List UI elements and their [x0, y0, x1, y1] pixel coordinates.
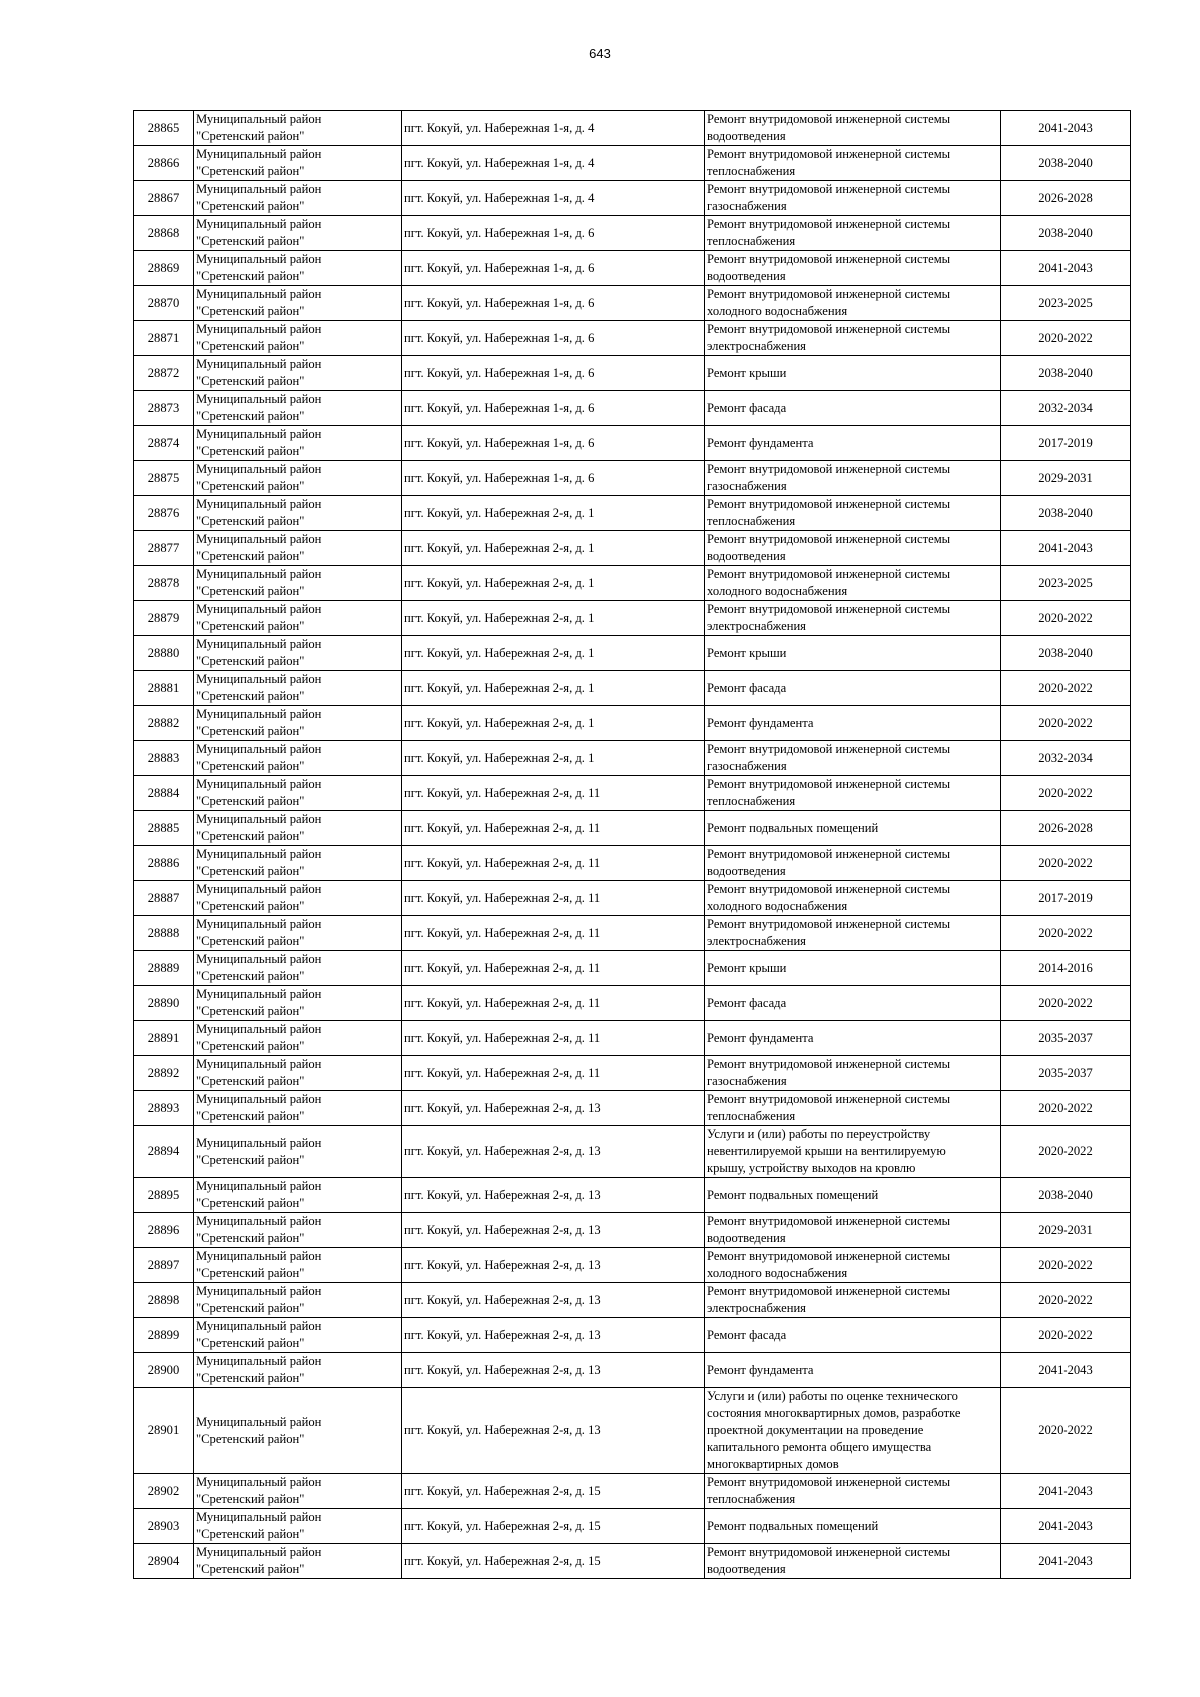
address-cell: пгт. Кокуй, ул. Набережная 2-я, д. 13: [402, 1126, 705, 1178]
work-type-cell: Ремонт внутридомовой инженерной системы электроснабжения: [705, 1283, 1001, 1318]
address-cell: пгт. Кокуй, ул. Набережная 2-я, д. 1: [402, 671, 705, 706]
municipality-cell: Муниципальный район "Сретенский район": [194, 566, 402, 601]
municipality-cell: Муниципальный район "Сретенский район": [194, 216, 402, 251]
municipality-cell: Муниципальный район "Сретенский район": [194, 741, 402, 776]
address-cell: пгт. Кокуй, ул. Набережная 2-я, д. 11: [402, 951, 705, 986]
period-cell: 2038-2040: [1001, 1178, 1131, 1213]
municipality-cell: Муниципальный район "Сретенский район": [194, 391, 402, 426]
work-type-cell: Ремонт внутридомовой инженерной системы холодного водоснабжения: [705, 881, 1001, 916]
row-number: 28890: [134, 986, 194, 1021]
address-cell: пгт. Кокуй, ул. Набережная 1-я, д. 6: [402, 391, 705, 426]
period-cell: 2041-2043: [1001, 531, 1131, 566]
work-type-cell: Ремонт подвальных помещений: [705, 1178, 1001, 1213]
period-cell: 2032-2034: [1001, 741, 1131, 776]
period-cell: 2020-2022: [1001, 671, 1131, 706]
municipality-cell: Муниципальный район "Сретенский район": [194, 951, 402, 986]
period-cell: 2020-2022: [1001, 846, 1131, 881]
municipality-cell: Муниципальный район "Сретенский район": [194, 426, 402, 461]
municipality-cell: Муниципальный район "Сретенский район": [194, 916, 402, 951]
address-cell: пгт. Кокуй, ул. Набережная 2-я, д. 13: [402, 1091, 705, 1126]
address-cell: пгт. Кокуй, ул. Набережная 1-я, д. 6: [402, 251, 705, 286]
row-number: 28871: [134, 321, 194, 356]
period-cell: 2020-2022: [1001, 706, 1131, 741]
table-row: [134, 1474, 1131, 1509]
municipality-cell: Муниципальный район "Сретенский район": [194, 286, 402, 321]
row-number: 28901: [134, 1388, 194, 1474]
table-row: [134, 706, 1131, 741]
address-cell: пгт. Кокуй, ул. Набережная 2-я, д. 11: [402, 776, 705, 811]
row-number: 28891: [134, 1021, 194, 1056]
table-row: [134, 1353, 1131, 1388]
row-number: 28904: [134, 1544, 194, 1579]
period-cell: 2035-2037: [1001, 1056, 1131, 1091]
row-number: 28875: [134, 461, 194, 496]
municipality-cell: Муниципальный район "Сретенский район": [194, 1091, 402, 1126]
address-cell: пгт. Кокуй, ул. Набережная 2-я, д. 1: [402, 601, 705, 636]
row-number: 28898: [134, 1283, 194, 1318]
row-number: 28867: [134, 181, 194, 216]
municipality-cell: Муниципальный район "Сретенский район": [194, 1509, 402, 1544]
municipality-cell: Муниципальный район "Сретенский район": [194, 1056, 402, 1091]
work-type-cell: Ремонт внутридомовой инженерной системы электроснабжения: [705, 601, 1001, 636]
work-type-cell: Ремонт фундамента: [705, 1021, 1001, 1056]
row-number: 28888: [134, 916, 194, 951]
period-cell: 2041-2043: [1001, 1353, 1131, 1388]
address-cell: пгт. Кокуй, ул. Набережная 1-я, д. 4: [402, 146, 705, 181]
period-cell: 2029-2031: [1001, 1213, 1131, 1248]
address-cell: пгт. Кокуй, ул. Набережная 2-я, д. 11: [402, 881, 705, 916]
address-cell: пгт. Кокуй, ул. Набережная 2-я, д. 11: [402, 1056, 705, 1091]
address-cell: пгт. Кокуй, ул. Набережная 1-я, д. 6: [402, 216, 705, 251]
row-number: 28893: [134, 1091, 194, 1126]
table-row: [134, 1318, 1131, 1353]
address-cell: пгт. Кокуй, ул. Набережная 1-я, д. 4: [402, 111, 705, 146]
period-cell: 2020-2022: [1001, 1388, 1131, 1474]
row-number: 28881: [134, 671, 194, 706]
table-row: [134, 881, 1131, 916]
period-cell: 2041-2043: [1001, 1509, 1131, 1544]
work-type-cell: Ремонт внутридомовой инженерной системы электроснабжения: [705, 321, 1001, 356]
address-cell: пгт. Кокуй, ул. Набережная 2-я, д. 11: [402, 1021, 705, 1056]
work-type-cell: Ремонт внутридомовой инженерной системы теплоснабжения: [705, 776, 1001, 811]
table-row: [134, 1248, 1131, 1283]
period-cell: 2020-2022: [1001, 601, 1131, 636]
address-cell: пгт. Кокуй, ул. Набережная 2-я, д. 15: [402, 1509, 705, 1544]
municipality-cell: Муниципальный район "Сретенский район": [194, 496, 402, 531]
work-type-cell: Ремонт внутридомовой инженерной системы водоотведения: [705, 846, 1001, 881]
municipality-cell: Муниципальный район "Сретенский район": [194, 881, 402, 916]
period-cell: 2038-2040: [1001, 496, 1131, 531]
table-row: [134, 496, 1131, 531]
municipality-cell: Муниципальный район "Сретенский район": [194, 1388, 402, 1474]
municipality-cell: Муниципальный район "Сретенский район": [194, 531, 402, 566]
municipality-cell: Муниципальный район "Сретенский район": [194, 601, 402, 636]
municipality-cell: Муниципальный район "Сретенский район": [194, 811, 402, 846]
work-type-cell: Ремонт внутридомовой инженерной системы теплоснабжения: [705, 216, 1001, 251]
address-cell: пгт. Кокуй, ул. Набережная 2-я, д. 13: [402, 1388, 705, 1474]
row-number: 28892: [134, 1056, 194, 1091]
municipality-cell: Муниципальный район "Сретенский район": [194, 1021, 402, 1056]
municipality-cell: Муниципальный район "Сретенский район": [194, 671, 402, 706]
address-cell: пгт. Кокуй, ул. Набережная 2-я, д. 13: [402, 1318, 705, 1353]
work-type-cell: Ремонт фасада: [705, 671, 1001, 706]
work-type-cell: Ремонт фундамента: [705, 706, 1001, 741]
table-row: [134, 1283, 1131, 1318]
table-row: [134, 321, 1131, 356]
table-row: [134, 461, 1131, 496]
address-cell: пгт. Кокуй, ул. Набережная 1-я, д. 6: [402, 286, 705, 321]
table-row: [134, 146, 1131, 181]
municipality-cell: Муниципальный район "Сретенский район": [194, 776, 402, 811]
address-cell: пгт. Кокуй, ул. Набережная 2-я, д. 11: [402, 846, 705, 881]
period-cell: 2041-2043: [1001, 111, 1131, 146]
row-number: 28874: [134, 426, 194, 461]
work-type-cell: Ремонт внутридомовой инженерной системы теплоснабжения: [705, 146, 1001, 181]
table-row: [134, 1213, 1131, 1248]
period-cell: 2020-2022: [1001, 1283, 1131, 1318]
row-number: 28868: [134, 216, 194, 251]
period-cell: 2041-2043: [1001, 251, 1131, 286]
period-cell: 2017-2019: [1001, 426, 1131, 461]
table-row: [134, 1544, 1131, 1579]
table-row: [134, 286, 1131, 321]
row-number: 28877: [134, 531, 194, 566]
table-row: [134, 986, 1131, 1021]
row-number: 28896: [134, 1213, 194, 1248]
address-cell: пгт. Кокуй, ул. Набережная 2-я, д. 1: [402, 531, 705, 566]
work-type-cell: Ремонт внутридомовой инженерной системы холодного водоснабжения: [705, 566, 1001, 601]
municipality-cell: Муниципальный район "Сретенский район": [194, 356, 402, 391]
period-cell: 2020-2022: [1001, 986, 1131, 1021]
period-cell: 2041-2043: [1001, 1544, 1131, 1579]
row-number: 28897: [134, 1248, 194, 1283]
address-cell: пгт. Кокуй, ул. Набережная 2-я, д. 15: [402, 1474, 705, 1509]
row-number: 28885: [134, 811, 194, 846]
address-cell: пгт. Кокуй, ул. Набережная 2-я, д. 13: [402, 1213, 705, 1248]
row-number: 28884: [134, 776, 194, 811]
row-number: 28882: [134, 706, 194, 741]
table-row: [134, 181, 1131, 216]
period-cell: 2023-2025: [1001, 286, 1131, 321]
row-number: 28872: [134, 356, 194, 391]
address-cell: пгт. Кокуй, ул. Набережная 1-я, д. 4: [402, 181, 705, 216]
period-cell: 2032-2034: [1001, 391, 1131, 426]
table-row: [134, 1021, 1131, 1056]
work-type-cell: Ремонт внутридомовой инженерной системы водоотведения: [705, 531, 1001, 566]
work-type-cell: Ремонт внутридомовой инженерной системы водоотведения: [705, 111, 1001, 146]
municipality-cell: Муниципальный район "Сретенский район": [194, 461, 402, 496]
municipality-cell: Муниципальный район "Сретенский район": [194, 1544, 402, 1579]
work-type-cell: Ремонт крыши: [705, 951, 1001, 986]
period-cell: 2020-2022: [1001, 1318, 1131, 1353]
table-row: [134, 426, 1131, 461]
table-row: [134, 846, 1131, 881]
row-number: 28900: [134, 1353, 194, 1388]
table-row: [134, 111, 1131, 146]
work-type-cell: Ремонт внутридомовой инженерной системы электроснабжения: [705, 916, 1001, 951]
address-cell: пгт. Кокуй, ул. Набережная 2-я, д. 11: [402, 811, 705, 846]
municipality-cell: Муниципальный район "Сретенский район": [194, 181, 402, 216]
address-cell: пгт. Кокуй, ул. Набережная 2-я, д. 13: [402, 1248, 705, 1283]
municipality-cell: Муниципальный район "Сретенский район": [194, 706, 402, 741]
work-type-cell: Ремонт крыши: [705, 356, 1001, 391]
table-row: [134, 1178, 1131, 1213]
work-type-cell: Ремонт внутридомовой инженерной системы газоснабжения: [705, 741, 1001, 776]
municipality-cell: Муниципальный район "Сретенский район": [194, 251, 402, 286]
period-cell: 2020-2022: [1001, 1126, 1131, 1178]
period-cell: 2020-2022: [1001, 776, 1131, 811]
municipality-cell: Муниципальный район "Сретенский район": [194, 1318, 402, 1353]
table-row: [134, 1091, 1131, 1126]
period-cell: 2020-2022: [1001, 1091, 1131, 1126]
period-cell: 2026-2028: [1001, 181, 1131, 216]
period-cell: 2020-2022: [1001, 916, 1131, 951]
work-type-cell: Ремонт внутридомовой инженерной системы водоотведения: [705, 251, 1001, 286]
row-number: 28873: [134, 391, 194, 426]
municipality-cell: Муниципальный район "Сретенский район": [194, 1213, 402, 1248]
period-cell: 2041-2043: [1001, 1474, 1131, 1509]
work-type-cell: Ремонт фасада: [705, 986, 1001, 1021]
table-row: [134, 1388, 1131, 1474]
work-type-cell: Ремонт фасада: [705, 391, 1001, 426]
period-cell: 2017-2019: [1001, 881, 1131, 916]
table-row: [134, 916, 1131, 951]
row-number: 28902: [134, 1474, 194, 1509]
work-type-cell: Услуги и (или) работы по переустройству невентилируемой крыши на вентилируемую крышу, устройству выходов на кровлю: [705, 1126, 1001, 1178]
period-cell: 2035-2037: [1001, 1021, 1131, 1056]
address-cell: пгт. Кокуй, ул. Набережная 1-я, д. 6: [402, 426, 705, 461]
municipality-cell: Муниципальный район "Сретенский район": [194, 146, 402, 181]
table-row: [134, 566, 1131, 601]
address-cell: пгт. Кокуй, ул. Набережная 2-я, д. 13: [402, 1283, 705, 1318]
table-row: [134, 1056, 1131, 1091]
address-cell: пгт. Кокуй, ул. Набережная 1-я, д. 6: [402, 356, 705, 391]
period-cell: 2038-2040: [1001, 216, 1131, 251]
row-number: 28869: [134, 251, 194, 286]
row-number: 28876: [134, 496, 194, 531]
municipality-cell: Муниципальный район "Сретенский район": [194, 1248, 402, 1283]
table-row: [134, 741, 1131, 776]
address-cell: пгт. Кокуй, ул. Набережная 2-я, д. 11: [402, 986, 705, 1021]
municipality-cell: Муниципальный район "Сретенский район": [194, 1126, 402, 1178]
row-number: 28866: [134, 146, 194, 181]
work-type-cell: Ремонт крыши: [705, 636, 1001, 671]
period-cell: 2038-2040: [1001, 356, 1131, 391]
address-cell: пгт. Кокуй, ул. Набережная 2-я, д. 13: [402, 1178, 705, 1213]
table-row: [134, 216, 1131, 251]
work-type-cell: Ремонт фасада: [705, 1318, 1001, 1353]
period-cell: 2038-2040: [1001, 146, 1131, 181]
municipality-cell: Муниципальный район "Сретенский район": [194, 986, 402, 1021]
work-type-cell: Ремонт фундамента: [705, 426, 1001, 461]
row-number: 28899: [134, 1318, 194, 1353]
table-row: [134, 391, 1131, 426]
row-number: 28878: [134, 566, 194, 601]
period-cell: 2038-2040: [1001, 636, 1131, 671]
table-body: [134, 111, 1131, 1579]
work-type-cell: Ремонт внутридомовой инженерной системы теплоснабжения: [705, 1091, 1001, 1126]
address-cell: пгт. Кокуй, ул. Набережная 2-я, д. 15: [402, 1544, 705, 1579]
table-row: [134, 1509, 1131, 1544]
work-type-cell: Ремонт подвальных помещений: [705, 1509, 1001, 1544]
municipality-cell: Муниципальный район "Сретенский район": [194, 1474, 402, 1509]
row-number: 28903: [134, 1509, 194, 1544]
municipality-cell: Муниципальный район "Сретенский район": [194, 1353, 402, 1388]
address-cell: пгт. Кокуй, ул. Набережная 2-я, д. 1: [402, 496, 705, 531]
work-type-cell: Ремонт внутридомовой инженерной системы водоотведения: [705, 1544, 1001, 1579]
address-cell: пгт. Кокуй, ул. Набережная 2-я, д. 1: [402, 566, 705, 601]
row-number: 28870: [134, 286, 194, 321]
address-cell: пгт. Кокуй, ул. Набережная 2-я, д. 13: [402, 1353, 705, 1388]
row-number: 28879: [134, 601, 194, 636]
work-type-cell: Ремонт внутридомовой инженерной системы теплоснабжения: [705, 1474, 1001, 1509]
period-cell: 2029-2031: [1001, 461, 1131, 496]
table-row: [134, 356, 1131, 391]
row-number: 28883: [134, 741, 194, 776]
table-row: [134, 1126, 1131, 1178]
municipality-cell: Муниципальный район "Сретенский район": [194, 1283, 402, 1318]
work-type-cell: Ремонт внутридомовой инженерной системы холодного водоснабжения: [705, 1248, 1001, 1283]
table-row: [134, 636, 1131, 671]
municipality-cell: Муниципальный район "Сретенский район": [194, 636, 402, 671]
table-row: [134, 671, 1131, 706]
table-row: [134, 776, 1131, 811]
row-number: 28865: [134, 111, 194, 146]
work-type-cell: Ремонт внутридомовой инженерной системы водоотведения: [705, 1213, 1001, 1248]
address-cell: пгт. Кокуй, ул. Набережная 2-я, д. 1: [402, 636, 705, 671]
row-number: 28886: [134, 846, 194, 881]
table-row: [134, 951, 1131, 986]
address-cell: пгт. Кокуй, ул. Набережная 2-я, д. 1: [402, 741, 705, 776]
row-number: 28889: [134, 951, 194, 986]
address-cell: пгт. Кокуй, ул. Набережная 2-я, д. 11: [402, 916, 705, 951]
municipality-cell: Муниципальный район "Сретенский район": [194, 111, 402, 146]
address-cell: пгт. Кокуй, ул. Набережная 1-я, д. 6: [402, 321, 705, 356]
work-type-cell: Ремонт внутридомовой инженерной системы холодного водоснабжения: [705, 286, 1001, 321]
period-cell: 2014-2016: [1001, 951, 1131, 986]
work-type-cell: Ремонт внутридомовой инженерной системы газоснабжения: [705, 1056, 1001, 1091]
address-cell: пгт. Кокуй, ул. Набережная 1-я, д. 6: [402, 461, 705, 496]
work-type-cell: Услуги и (или) работы по оценке технического состояния многоквартирных домов, разработке проектной документации на проведение капитального ремонта общего имущества многоквартирных домов: [705, 1388, 1001, 1474]
table-row: [134, 601, 1131, 636]
row-number: 28887: [134, 881, 194, 916]
work-type-cell: Ремонт внутридомовой инженерной системы газоснабжения: [705, 461, 1001, 496]
repair-schedule-table: [133, 110, 1131, 1579]
period-cell: 2026-2028: [1001, 811, 1131, 846]
page-number: 643: [589, 46, 611, 61]
municipality-cell: Муниципальный район "Сретенский район": [194, 321, 402, 356]
address-cell: пгт. Кокуй, ул. Набережная 2-я, д. 1: [402, 706, 705, 741]
period-cell: 2020-2022: [1001, 321, 1131, 356]
municipality-cell: Муниципальный район "Сретенский район": [194, 846, 402, 881]
table-row: [134, 531, 1131, 566]
row-number: 28895: [134, 1178, 194, 1213]
period-cell: 2023-2025: [1001, 566, 1131, 601]
row-number: 28894: [134, 1126, 194, 1178]
work-type-cell: Ремонт фундамента: [705, 1353, 1001, 1388]
work-type-cell: Ремонт внутридомовой инженерной системы газоснабжения: [705, 181, 1001, 216]
table-row: [134, 251, 1131, 286]
row-number: 28880: [134, 636, 194, 671]
period-cell: 2020-2022: [1001, 1248, 1131, 1283]
work-type-cell: Ремонт подвальных помещений: [705, 811, 1001, 846]
work-type-cell: Ремонт внутридомовой инженерной системы теплоснабжения: [705, 496, 1001, 531]
municipality-cell: Муниципальный район "Сретенский район": [194, 1178, 402, 1213]
table-row: [134, 811, 1131, 846]
